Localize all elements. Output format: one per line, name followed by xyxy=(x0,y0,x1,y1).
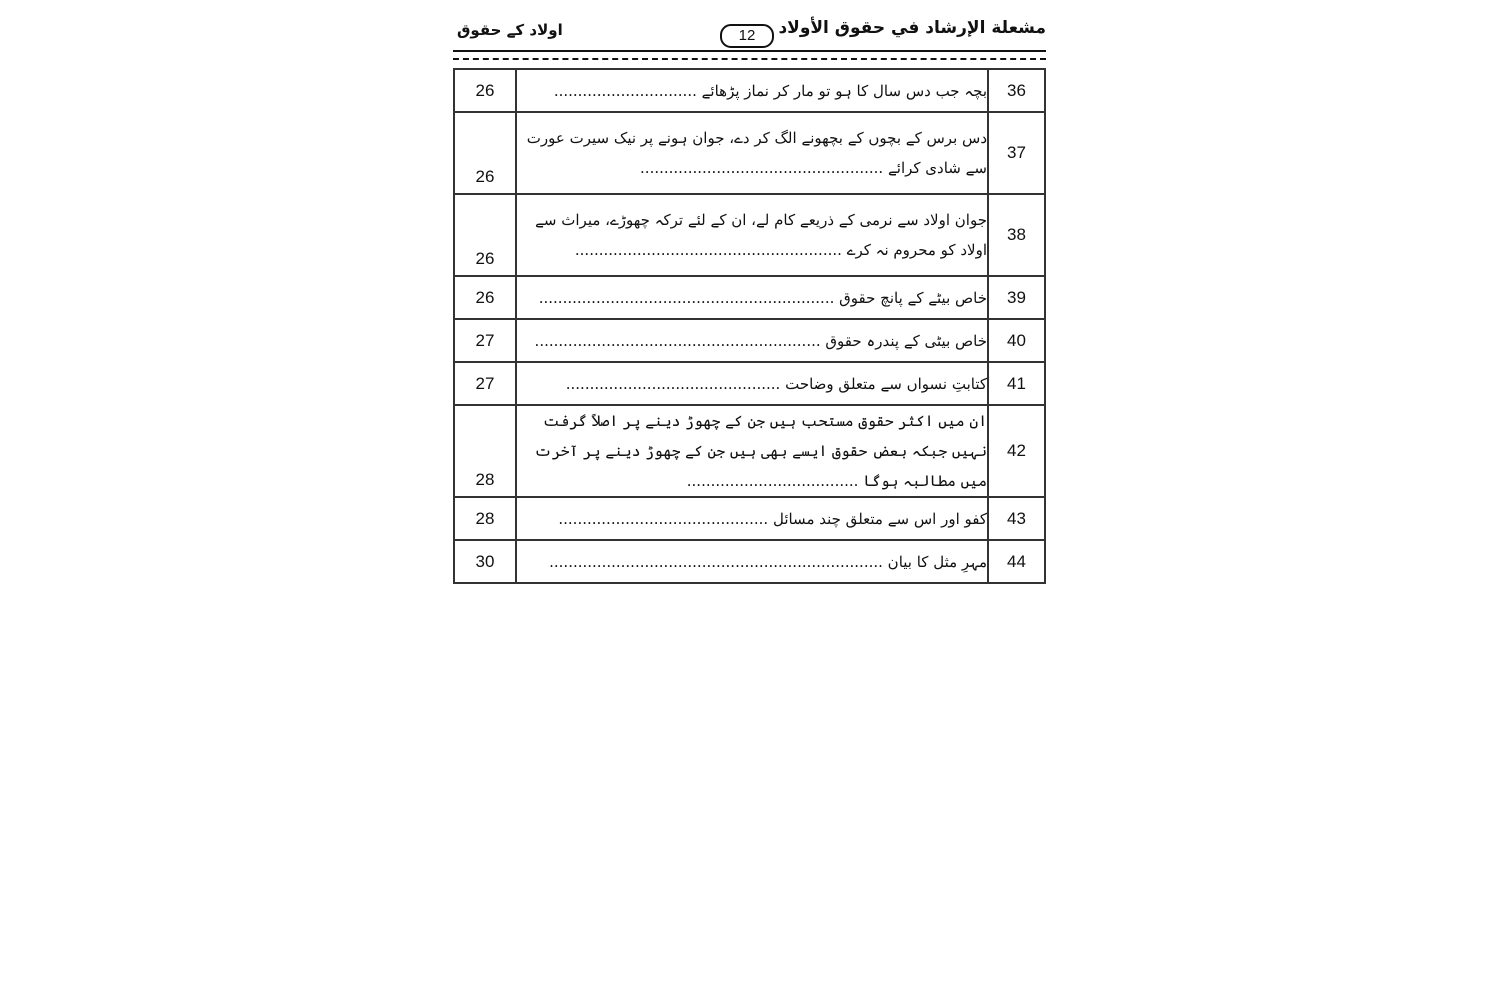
document-page xyxy=(453,18,1046,584)
toc-row xyxy=(454,276,1045,319)
toc-row xyxy=(454,540,1045,583)
toc-entry-title: خاص بیٹی کے پندرہ حقوق xyxy=(825,331,987,350)
toc-leader-dots: .................................... xyxy=(686,472,859,490)
toc-entry-number: 41 xyxy=(988,362,1045,405)
book-title: مشعلة الإرشاد في حقوق الأولاد xyxy=(778,18,1046,38)
toc-entry-title-cell xyxy=(516,194,988,276)
toc-entry-number: 38 xyxy=(988,194,1045,276)
toc-entry-title: مہرِ مثل کا بیان xyxy=(887,552,987,571)
toc-row xyxy=(454,194,1045,276)
toc-entry-title-cell xyxy=(516,319,988,362)
toc-leader-dots: ............................................ xyxy=(558,509,769,528)
toc-entry-title: کتابتِ نسواں سے متعلق وضاحت xyxy=(785,374,987,393)
toc-entry-title-cell xyxy=(516,362,988,405)
toc-page-ref: 26 xyxy=(454,112,516,194)
toc-page-ref: 26 xyxy=(454,69,516,112)
toc-leader-dots: ........................................................ xyxy=(574,241,842,259)
toc-entry-title-cell xyxy=(516,540,988,583)
toc-entry-title-cell xyxy=(516,497,988,540)
toc-page-ref: 26 xyxy=(454,276,516,319)
toc-entry-title: خاص بیٹے کے پانچ حقوق xyxy=(839,288,987,307)
toc-row xyxy=(454,112,1045,194)
section-title: اولاد کے حقوق xyxy=(457,21,563,39)
toc-entry-title-cell xyxy=(516,276,988,319)
header-rule xyxy=(453,50,1046,60)
toc-page-ref: 27 xyxy=(454,319,516,362)
page-header xyxy=(453,18,1046,48)
toc-entry-title: ان میں اکثر حقوق مستحب ہیں جن کے چھوڑ دینے پر اصلاً گرفت نہیں جبکہ بعض حقوق ایسے بھی ہیں جن کے چھوڑ دینے پر آخرت میں مطالبہ ہوگا xyxy=(534,412,987,490)
toc-page-ref: 30 xyxy=(454,540,516,583)
toc-row xyxy=(454,69,1045,112)
toc-row xyxy=(454,497,1045,540)
toc-page-ref: 28 xyxy=(454,405,516,497)
toc-page-ref: 28 xyxy=(454,497,516,540)
toc-entry-number: 43 xyxy=(988,497,1045,540)
toc-entry-title: جوان اولاد سے نرمی کے ذریعے کام لے، ان کے لئے ترکہ چھوڑے، میراث سے اولاد کو محروم نہ کرے xyxy=(535,211,987,259)
toc-row xyxy=(454,319,1045,362)
toc-entry-number: 37 xyxy=(988,112,1045,194)
page-number: 12 xyxy=(720,24,774,48)
toc-page-ref: 26 xyxy=(454,194,516,276)
toc-entry-number: 39 xyxy=(988,276,1045,319)
toc-entry-title: بچہ جب دس سال کا ہو تو مار کر نماز پڑھائے xyxy=(701,81,987,100)
toc-page-ref: 27 xyxy=(454,362,516,405)
toc-entry-number: 44 xyxy=(988,540,1045,583)
toc-leader-dots: ............................................................ xyxy=(534,331,821,350)
toc-entry-number: 36 xyxy=(988,69,1045,112)
toc-leader-dots: ................................................... xyxy=(640,159,884,177)
toc-leader-dots: ...................................................................... xyxy=(549,552,883,571)
toc-table xyxy=(453,68,1046,584)
toc-entry-title: دس برس کے بچوں کے بچھونے الگ کر دے، جوان ہونے پر نیک سیرت عورت سے شادی کرائے xyxy=(526,129,987,177)
toc-entry-number: 42 xyxy=(988,405,1045,497)
toc-entry-title: کفو اور اس سے متعلق چند مسائل xyxy=(772,509,987,528)
toc-leader-dots: ............................................. xyxy=(565,374,781,393)
toc-entry-number: 40 xyxy=(988,319,1045,362)
toc-entry-title-cell xyxy=(516,69,988,112)
toc-row xyxy=(454,362,1045,405)
toc-leader-dots: .............................. xyxy=(553,81,697,100)
toc-leader-dots: .............................................................. xyxy=(538,288,835,307)
toc-row xyxy=(454,405,1045,497)
toc-entry-title-cell xyxy=(516,112,988,194)
toc-entry-title-cell xyxy=(516,405,988,497)
